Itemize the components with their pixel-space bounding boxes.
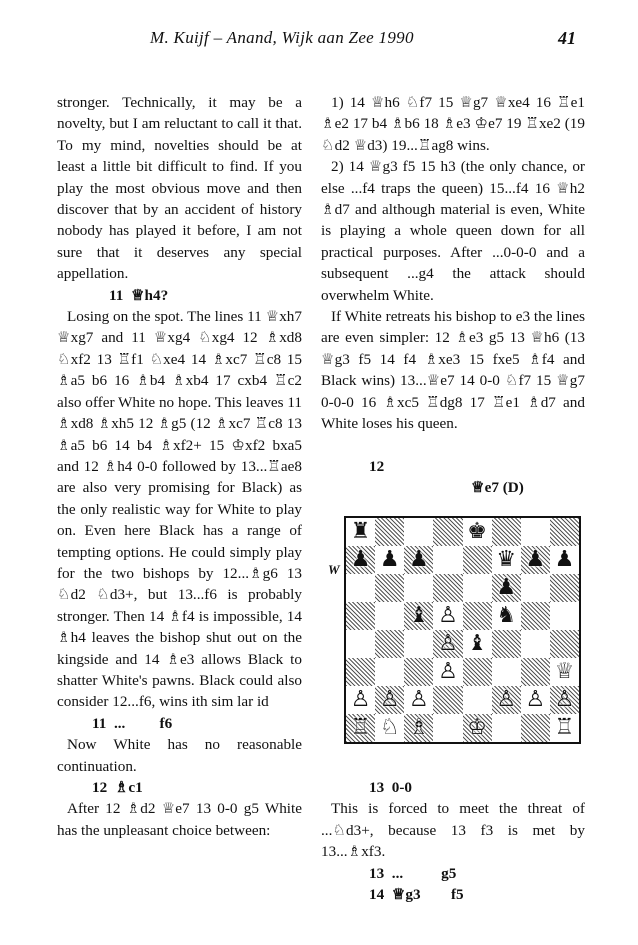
move-line: 13 ... g5 [369, 864, 457, 882]
board-square [375, 602, 404, 630]
chess-piece: ♙ [350, 687, 371, 712]
board-square [346, 630, 375, 658]
board-square [463, 630, 492, 658]
board-square [521, 602, 550, 630]
board-square [550, 658, 579, 686]
board-square [463, 518, 492, 546]
board-square [492, 714, 521, 742]
board-square [521, 518, 550, 546]
board-square [550, 602, 579, 630]
board-square [404, 686, 433, 714]
board-square [375, 518, 404, 546]
board-square [463, 546, 492, 574]
move-line: 14 ♕g3 f5 [369, 886, 464, 904]
chess-diagram [344, 516, 581, 744]
board-square [521, 546, 550, 574]
chess-piece: ♘ [379, 715, 400, 740]
board-square [492, 518, 521, 546]
board-square [433, 714, 462, 742]
chess-piece: ♙ [379, 687, 400, 712]
board-square [375, 686, 404, 714]
chess-piece: ♙ [438, 659, 458, 684]
chess-piece: ♖ [350, 715, 371, 740]
move-line: 12 ♗c1 [92, 779, 143, 796]
paragraph: stronger. Technically, it may be a novelty, but I am reluctant to call it that. To my mind, novelties should be at least a little bit difficult to find. If you play the most obvious move and then discover that by an accident of history nobody has played it before, I am not sure that it deserves any special appellation. [57, 94, 302, 283]
chess-piece: ♗ [408, 715, 429, 740]
board-square [521, 630, 550, 658]
board-square [492, 546, 521, 574]
chess-piece: ♛ [496, 547, 517, 572]
board-square [404, 658, 433, 686]
board-square [346, 574, 375, 602]
chess-piece: ♟ [496, 575, 517, 600]
board-square [433, 602, 462, 630]
chess-piece: ♚ [467, 519, 487, 544]
board-square [463, 714, 492, 742]
board-square [521, 714, 550, 742]
board-square [375, 574, 404, 602]
move-line: 11 ... f6 [92, 714, 173, 732]
board-square [375, 714, 404, 742]
board-square [433, 574, 462, 602]
board-square [521, 574, 550, 602]
move-number: 12 [369, 457, 385, 475]
paragraph: Now White has no reasonable continuation. [57, 736, 302, 775]
board-square [404, 574, 433, 602]
chess-piece: ♝ [467, 631, 487, 656]
paragraph: After 12 ♗d2 ♕e7 13 0-0 g5 White has the unpleasant choice between: [57, 800, 302, 839]
chess-piece: ♕ [554, 659, 575, 684]
page-number: 41 [558, 28, 576, 48]
board-square [463, 602, 492, 630]
chess-piece: ♟ [408, 547, 429, 572]
board-square [404, 630, 433, 658]
board-square [463, 658, 492, 686]
board-square [433, 630, 462, 658]
chess-piece: ♙ [554, 687, 575, 712]
board-square [346, 658, 375, 686]
chess-piece: ♟ [379, 547, 400, 572]
board-square [404, 714, 433, 742]
move-line [321, 435, 585, 497]
chess-piece: ♟ [350, 547, 371, 572]
paragraph: 1) 14 ♕h6 ♘f7 15 ♕g7 ♕xe4 16 ♖e1 ♗e2 17 b4 ♗b6 18 ♗e3 ♔e7 19 ♖xe2 (19 ♘d2 ♕d3) 19...♖ag8 wins. [321, 94, 585, 154]
board-square [550, 714, 579, 742]
chess-piece: ♟ [554, 547, 575, 572]
board-square [346, 518, 375, 546]
board-square [433, 658, 462, 686]
board-square [404, 546, 433, 574]
board-square [492, 574, 521, 602]
paragraph: If White retreats his bishop to e3 the lines are even simpler: 12 ♗e3 g5 13 ♕h6 (13 ♕g3 f5 14 f4 ♗xe3 15 fxe5 ♗f4 and Black wins) 13...♕e7 14 0-0 ♘f7 15 ♕g7 0-0-0 16 ♗xc5 ♖dg8 17 ♖e1 ♗d7 and White loses his queen. [321, 308, 585, 433]
board-square [550, 518, 579, 546]
chess-piece: ♙ [496, 687, 517, 712]
right-column [321, 92, 585, 497]
board-square [521, 658, 550, 686]
left-column [57, 92, 302, 841]
board-square [550, 574, 579, 602]
board-square [346, 686, 375, 714]
board-square [404, 602, 433, 630]
board-square [375, 546, 404, 574]
board-square [492, 630, 521, 658]
board-square [550, 630, 579, 658]
board-square [346, 714, 375, 742]
move-line: 11 ♕h4? [109, 286, 169, 304]
move-black: ♕e7 (D) [471, 479, 524, 497]
chess-piece: ♙ [438, 631, 458, 656]
chess-piece: ♔ [467, 715, 487, 740]
board-square [463, 574, 492, 602]
chess-piece: ♟ [525, 547, 546, 572]
board-square [375, 630, 404, 658]
board-square [346, 602, 375, 630]
board-square [463, 686, 492, 714]
chess-piece: ♖ [554, 715, 575, 740]
board-square [375, 658, 404, 686]
board-square [433, 518, 462, 546]
board-square [492, 602, 521, 630]
chess-piece: ♞ [496, 603, 517, 628]
board-square [433, 546, 462, 574]
paragraph: This is forced to meet the threat of ...♘d3+, because 13 f3 is met by 13...♗xf3. [321, 800, 585, 861]
chess-piece: ♜ [350, 519, 371, 544]
paragraph: Losing on the spot. The lines 11 ♕xh7 ♕xg7 and 11 ♕xg4 ♘xg4 12 ♗xd8 ♘xf2 13 ♖f1 ♘xe4 14 ♗xc7 ♖c8 15 ♗a5 b6 16 ♗b4 ♗xb4 17 cxb4 ♖c2 also offer White no hope. This leaves 11 ♗xd8 ♗xh5 12 ♗g5 (12 ♗xc7 ♖c8 13 ♗a5 b6 14 b4 ♗xf2+ 15 ♔xf2 bxa5 and 12 ♗h4 0-0 followed by 13...♖ae8 are also very promising for Black) as the only realistic way for White to play on. Even here Black has a range of tempting options. He could simply play for the two bishops by 12...♗g6 13 ♘d2 ♘d3+, but 13...f6 is probably stronger. Then 14 ♗f4 is impossible, 14 ♗h4 leaves the bishop shut out on the kingside and 14 ♗e3 allows Black to shatter White's pawns. Black could also consider 12...f6, wins ith sim lar id [57, 308, 302, 711]
chess-piece: ♙ [438, 603, 458, 628]
chess-piece: ♝ [408, 603, 429, 628]
running-title: M. Kuijf – Anand, Wijk aan Zee 1990 [150, 28, 414, 47]
chess-piece: ♙ [525, 687, 546, 712]
board-square [550, 546, 579, 574]
board-square [404, 518, 433, 546]
chess-piece: ♙ [408, 687, 429, 712]
board-square [492, 658, 521, 686]
board-square [346, 546, 375, 574]
side-to-move-label: W [328, 562, 340, 577]
board-square [521, 686, 550, 714]
board-square [433, 686, 462, 714]
move-line: 13 0-0 [369, 779, 413, 796]
running-header [0, 28, 638, 52]
right-column-lower [321, 777, 585, 905]
board-square [550, 686, 579, 714]
paragraph: 2) 14 ♕g3 f5 15 h3 (the only chance, or else ...f4 traps the queen) 15...f4 16 ♕h2 ♗d7 and although material is even, White is playing a whole queen down for all practical purposes. After ...0-0-0 and a subsequent ...g4 the attack should overwhelm White. [321, 158, 585, 304]
board-square [492, 686, 521, 714]
